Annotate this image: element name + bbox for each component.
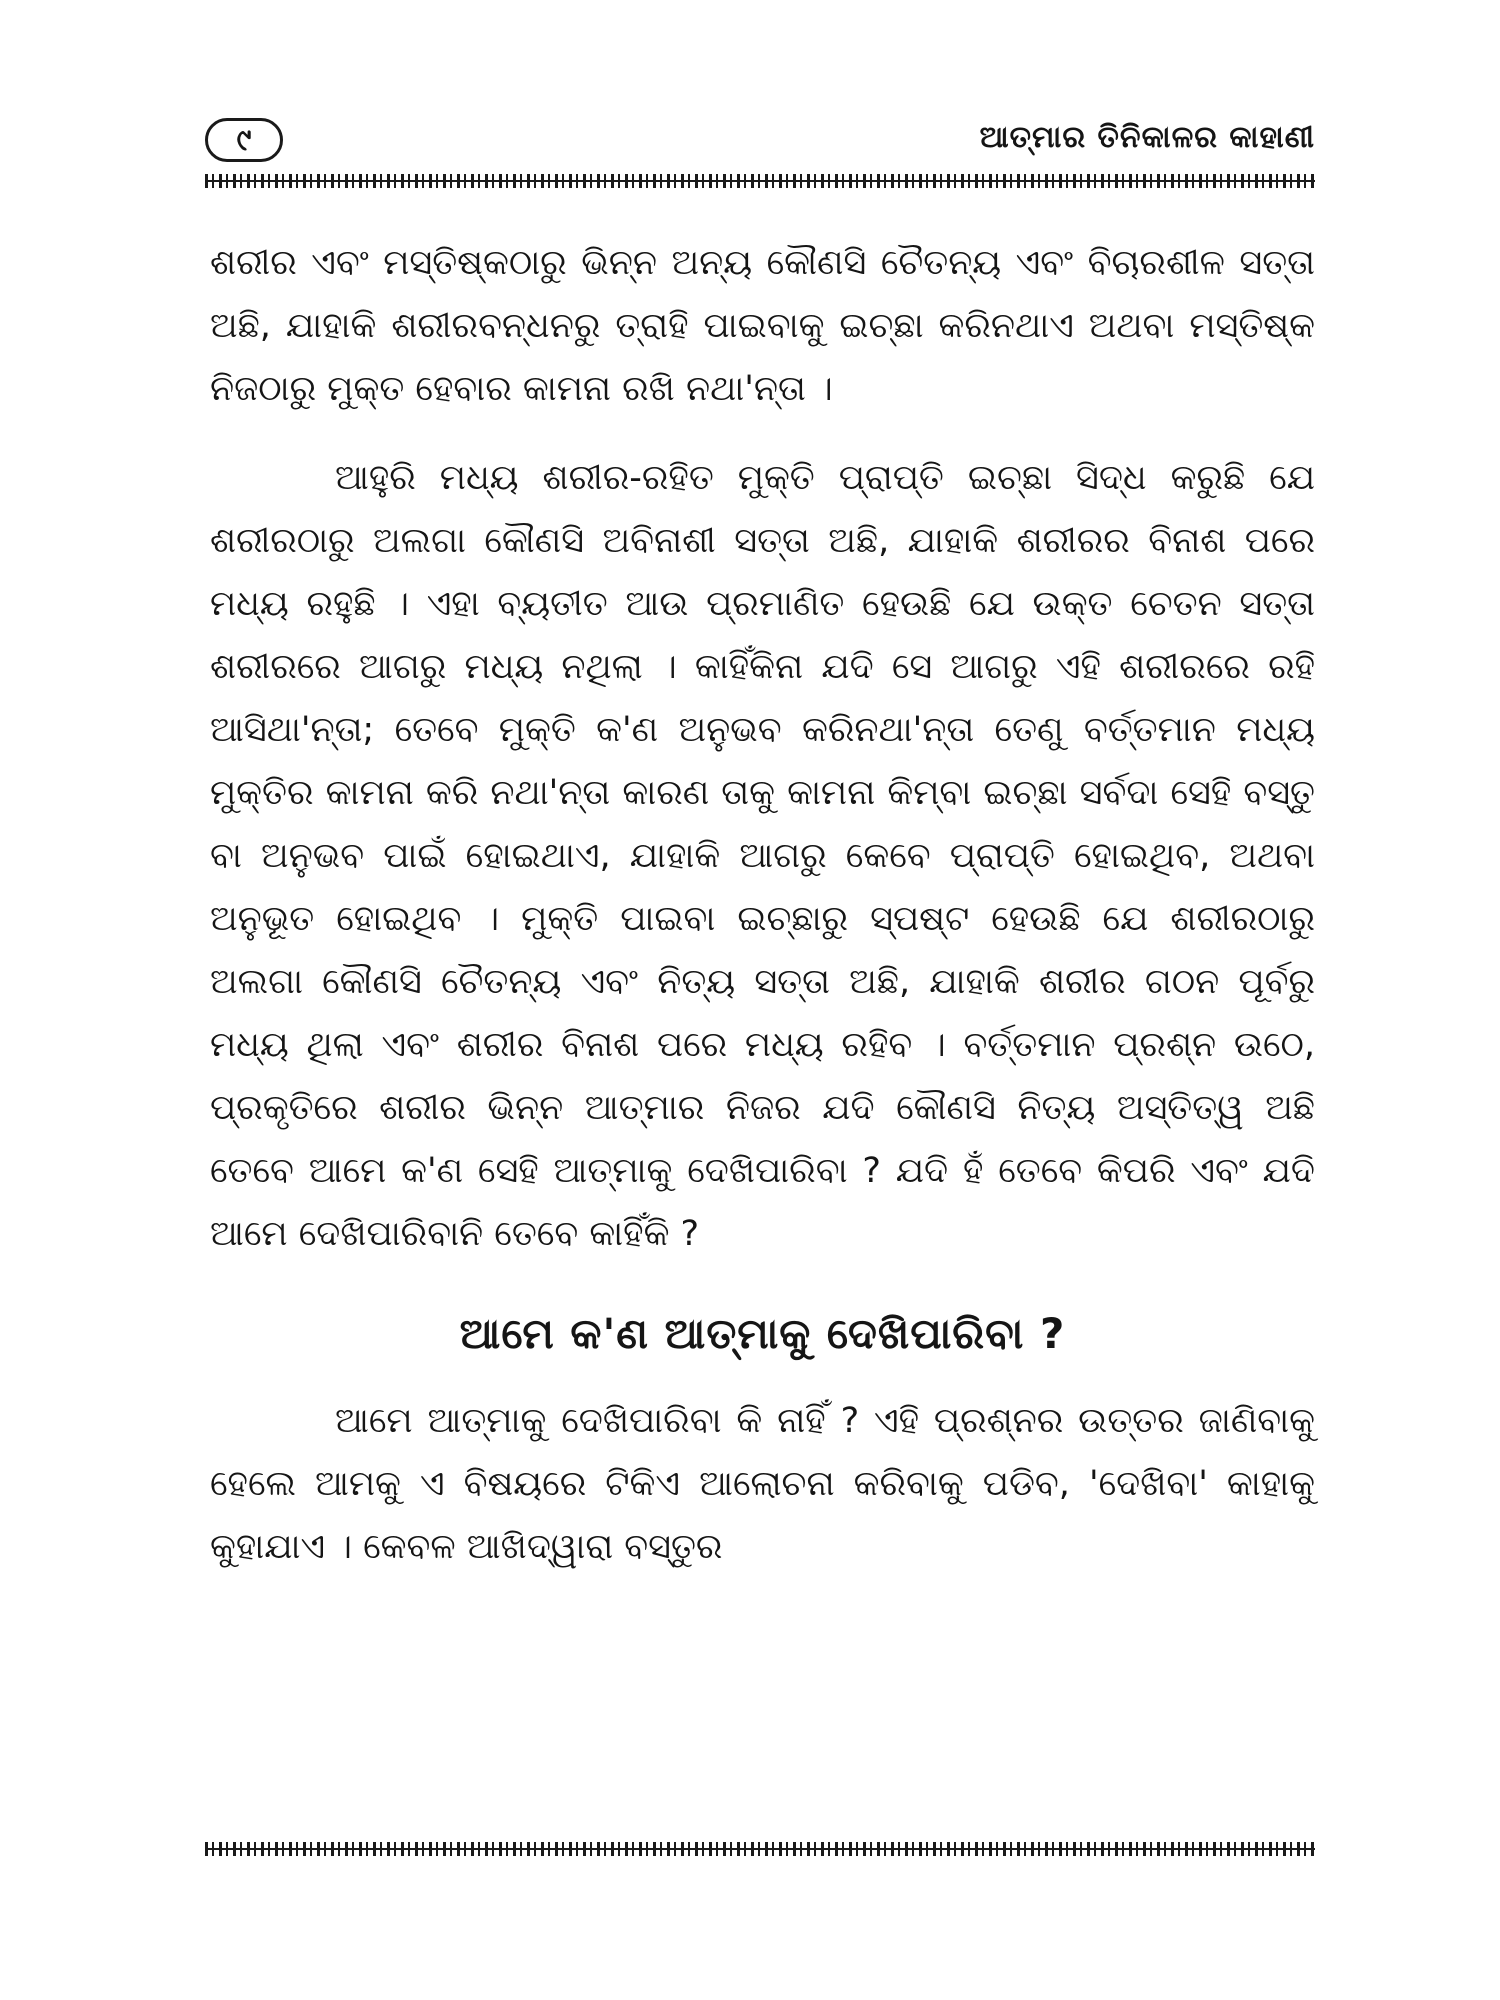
paragraph-3: ଆମେ ଆତ୍ମାକୁ ଦେଖିପାରିବା କି ନାହିଁ ? ଏହି ପ୍ରଶ୍ନର ଉତ୍ତର ଜାଣିବାକୁ ହେଲେ ଆମକୁ ଏ ବିଷୟରେ ଟିକିଏ ଆଲୋଚନା କରିବାକୁ ପଡିବ, 'ଦେଖିବା' କାହାକୁ କୁହାଯାଏ । କେବଳ ଆଖିଦ୍ୱାରା ବସ୍ତୁର	[210, 1401, 1315, 1567]
section-heading: ଆମେ କ'ଣ ଆତ୍ମାକୁ ଦେଖିପାରିବା ?	[459, 1309, 1066, 1358]
body-text	[210, 232, 1315, 1579]
page-header	[205, 118, 1315, 166]
top-decorative-border	[205, 172, 1315, 190]
page-number: ୯	[205, 118, 283, 162]
paragraph-1: ଶରୀର ଏବଂ ମସ୍ତିଷ୍କଠାରୁ ଭିନ୍ନ ଅନ୍ୟ କୌଣସି ଚୈତନ୍ୟ ଏବଂ ବିଚାରଶୀଳ ସତ୍ତା ଅଛି, ଯାହାକି ଶରୀରବନ୍ଧନରୁ ତ୍ରାହି ପାଇବାକୁ ଇଚ୍ଛା କରିନଥାଏ ଅଥବା ମସ୍ତିଷ୍କ ନିଜଠାରୁ ମୁକ୍ତ ହେବାର କାମନା ରଖି ନଥା'ନ୍ତା ।	[210, 243, 1315, 409]
paragraph-2: ଆହୁରି ମଧ୍ୟ ଶରୀର-ରହିତ ମୁକ୍ତି ପ୍ରାପ୍ତି ଇଚ୍ଛା ସିଦ୍ଧ କରୁଛି ଯେ ଶରୀରଠାରୁ ଅଲଗା କୌଣସି ଅବିନାଶୀ ସତ୍ତା ଅଛି, ଯାହାକି ଶରୀରର ବିନାଶ ପରେ ମଧ୍ୟ ରହୁଛି । ଏହା ବ୍ୟତୀତ ଆଉ ପ୍ରମାଣିତ ହେଉଛି ଯେ ଉକ୍ତ ଚେତନ ସତ୍ତା ଶରୀରରେ ଆଗରୁ ମଧ୍ୟ ନଥିଲା । କାହିଁକିନା ଯଦି ସେ ଆଗରୁ ଏହି ଶରୀରରେ ରହି ଆସିଥା'ନ୍ତା; ତେବେ ମୁକ୍ତି କ'ଣ ଅନୁଭବ କରିନଥା'ନ୍ତା ତେଣୁ ବର୍ତ୍ତମାନ ମଧ୍ୟ ମୁକ୍ତିର କାମନା କରି ନଥା'ନ୍ତା କାରଣ ତାକୁ କାମନା କିମ୍ବା ଇଚ୍ଛା ସର୍ବଦା ସେହି ବସ୍ତୁ ବା ଅନୁଭବ ପାଇଁ ହୋଇଥାଏ, ଯାହାକି ଆଗରୁ କେବେ ପ୍ରାପ୍ତି ହୋଇଥିବ, ଅଥବା ଅନୁଭୂତ ହୋଇଥିବ । ମୁକ୍ତି ପାଇବା ଇଚ୍ଛାରୁ ସ୍ପଷ୍ଟ ହେଉଛି ଯେ ଶରୀରଠାରୁ ଅଲଗା କୌଣସି ଚୈତନ୍ୟ ଏବଂ ନିତ୍ୟ ସତ୍ତା ଅଛି, ଯାହାକି ଶରୀର ଗଠନ ପୂର୍ବରୁ ମଧ୍ୟ ଥିଲା ଏବଂ ଶରୀର ବିନାଶ ପରେ ମଧ୍ୟ ରହିବ । ବର୍ତ୍ତମାନ ପ୍ରଶ୍ନ ଉଠେ, ପ୍ରକୃତିରେ ଶରୀର ଭିନ୍ନ ଆତ୍ମାର ନିଜର ଯଦି କୌଣସି ନିତ୍ୟ ଅସ୍ତିତ୍ୱ ଅଛି ତେବେ ଆମେ କ'ଣ ସେହି ଆତ୍ମାକୁ ଦେଖିପାରିବା ? ଯଦି ହଁ ତେବେ କିପରି ଏବଂ ଯଦି ଆମେ ଦେଖିପାରିବାନି ତେବେ କାହିଁକି ?	[210, 458, 1315, 1254]
bottom-decorative-border	[205, 1840, 1315, 1858]
running-title: ଆତ୍ମାର ତିନିକାଳର କାହାଣୀ	[979, 120, 1315, 155]
